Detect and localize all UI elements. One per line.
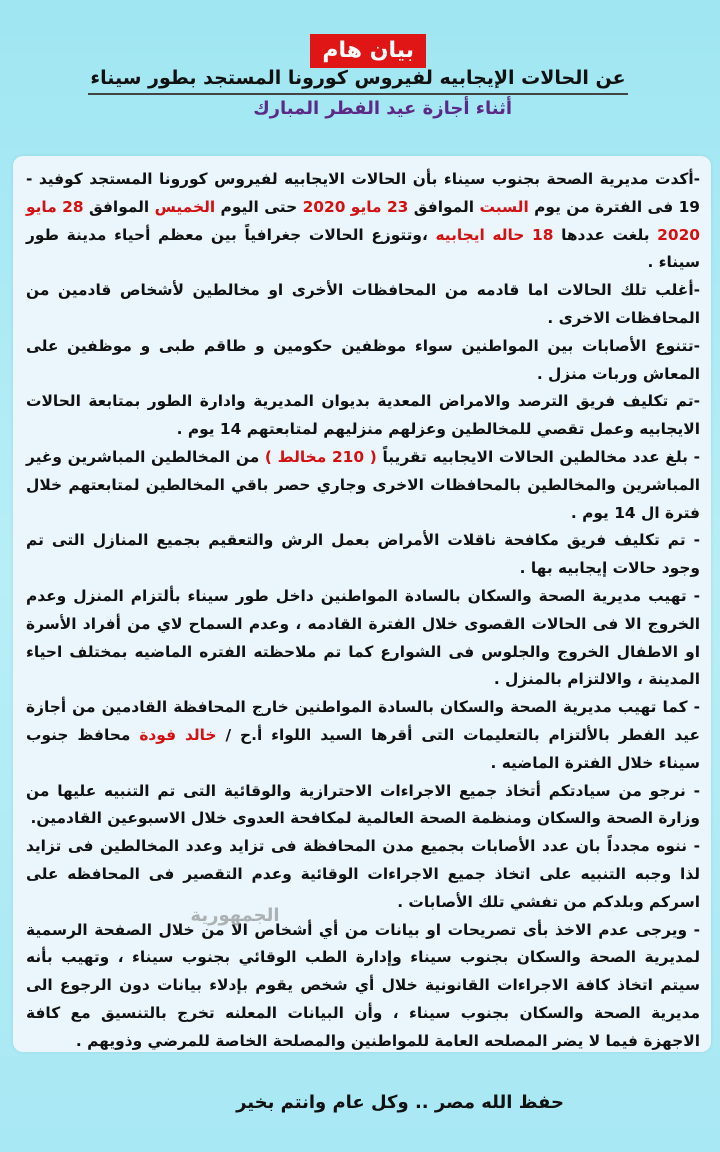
day-start: السبت xyxy=(479,197,529,216)
paragraph-6: - تم تكليف فريق مكافحة ناقلات الأمراض بعمل الرش والتعقيم بجميع المنازل التى تم وجود حالات إيجابيه بها . xyxy=(26,531,700,578)
paragraph-1: -أكدت مديرية الصحة بجنوب سيناء بأن الحالات الايجابيه لفيروس كورونا المستجد كوفيد - 19 فى الفترة من يوم السبت الموافق 23 مايو 2020 حتى اليوم الخميس الموافق 28 مايو 2020 بلغت عددها 18 حاله ايجابيه ،وتتوزع الحالات جغرافياً بين معظم أحياء مدينة طور سيناء . xyxy=(26,170,700,272)
day-end: الخميس xyxy=(154,197,216,216)
paragraph-11: - ويرجى عدم الاخذ بأى تصريحات او بيانات من أي أشخاص الا من خلال الصفحة الرسمية لمديرية الصحة والسكان بجنوب سيناء وإدارة الطب الوقائي بجنوب سيناء ، وتهيب بأنه سيتم اتخاذ كافة الاجراءات القانونية خلال أي شخص يقوم بإدلاء بيانات دون الرجوع الى مديرية الصحة والسكان بجنوب سيناء ، وأن البيانات المعلنه تخرج بالتنسيق مع كافة الاجهزة فيما لا يضر المصلحه العامة للمواطنين والمصلحة الخاصة للمرضي وذويهم . xyxy=(26,920,700,1050)
paragraph-8: - كما تهيب مديرية الصحة والسكان بالسادة المواطنين خارج المحافظة القادمين من أجازة عيد الفطر بالألتزام بالتعليمات التى أقرها السيد اللواء أ.ح / خالد فودة محافظ جنوب سيناء خلال الفترة الماضيه . xyxy=(26,698,701,772)
footer-closing: حفظ الله مصر .. وكل عام وانتم بخير xyxy=(236,1092,564,1113)
paragraph-9: - نرجو من سيادتكم أتخاذ جميع الاجراءات الاحترازية والوقائية التى تم التنبيه عليها من وزارة الصحة والسكان ومنظمة الصحة العالمية لمكافحة العدوى خلال الاسبوعين القادمين. xyxy=(26,781,700,828)
subtitle: عن الحالات الإيجابيه لفيروس كورونا المستجد بطور سيناء xyxy=(88,64,628,95)
paragraph-4: -تم تكليف فريق الترصد والامراض المعدية بديوان المديرية وادارة الطور بمتابعة الحالات الايجابيه وعمل تقصي للمخالطين وعزلهم منزليهم لمتابعتهم 14 يوم . xyxy=(26,392,700,439)
watermark-logo: الجمهورية xyxy=(190,905,280,926)
paragraph-7: - تهيب مديرية الصحة والسكان بالسادة المواطنين داخل طور سيناء بألتزام المنزل وعدم الخروج الا فى الحالات القصوى خلال الفترة القادمه ، وعدم السماح لاي من أفراد الأسرة او الاطفال الخروج والجلوس فى الشوارع كما تم ملاحظته الفتره الماضيه بمختلف احياء المدينة ، والالتزام بالمنزل . xyxy=(26,586,700,689)
page-title: بيان هام xyxy=(310,34,426,68)
date-end: 28 مايو 2020 xyxy=(26,197,700,244)
date-start: 23 مايو 2020 xyxy=(302,197,409,216)
paragraph-3: -تتنوع الأصابات بين المواطنين سواء موظفين حكومين و طاقم طبى و موظفين على المعاش وربات منزل . xyxy=(26,336,700,383)
paragraph-5: - بلغ عدد مخالطين الحالات الايجابيه تقريباً ( 210 مخالط ) من المخالطين المباشرين وغير المباشرين والمخالطين بالمحافظات الاخرى وجاري حصر باقي المخالطين لمتابعتهم خلال فترة ال 14 يوم . xyxy=(26,447,700,522)
paragraph-10: - ننوه مجدداً بان عدد الأصابات بجميع مدن المحافظة فى تزايد وعدد المخالطين فى تزايد لذا وجبه التنبيه على اتخاذ جميع الاجراءات الوقائية وعدم التقصير فى المحافظه على اسركم وبلدكم من تفشي تلك الأصابات . xyxy=(26,837,700,911)
paragraph-2: -أغلب تلك الحالات اما قادمه من المحافظات الأخرى او مخالطين لأشخاص قادمين من المحافظات الاخرى . xyxy=(26,281,700,327)
statement-body xyxy=(26,166,700,1056)
contacts-count: ( 210 مخالط ) xyxy=(264,447,377,466)
governor-name: خالد فودة xyxy=(139,725,217,744)
case-count: 18 حاله ايجابيه xyxy=(435,225,554,244)
subtitle-occasion: أثناء أجازة عيد الفطر المبارك xyxy=(253,98,512,119)
